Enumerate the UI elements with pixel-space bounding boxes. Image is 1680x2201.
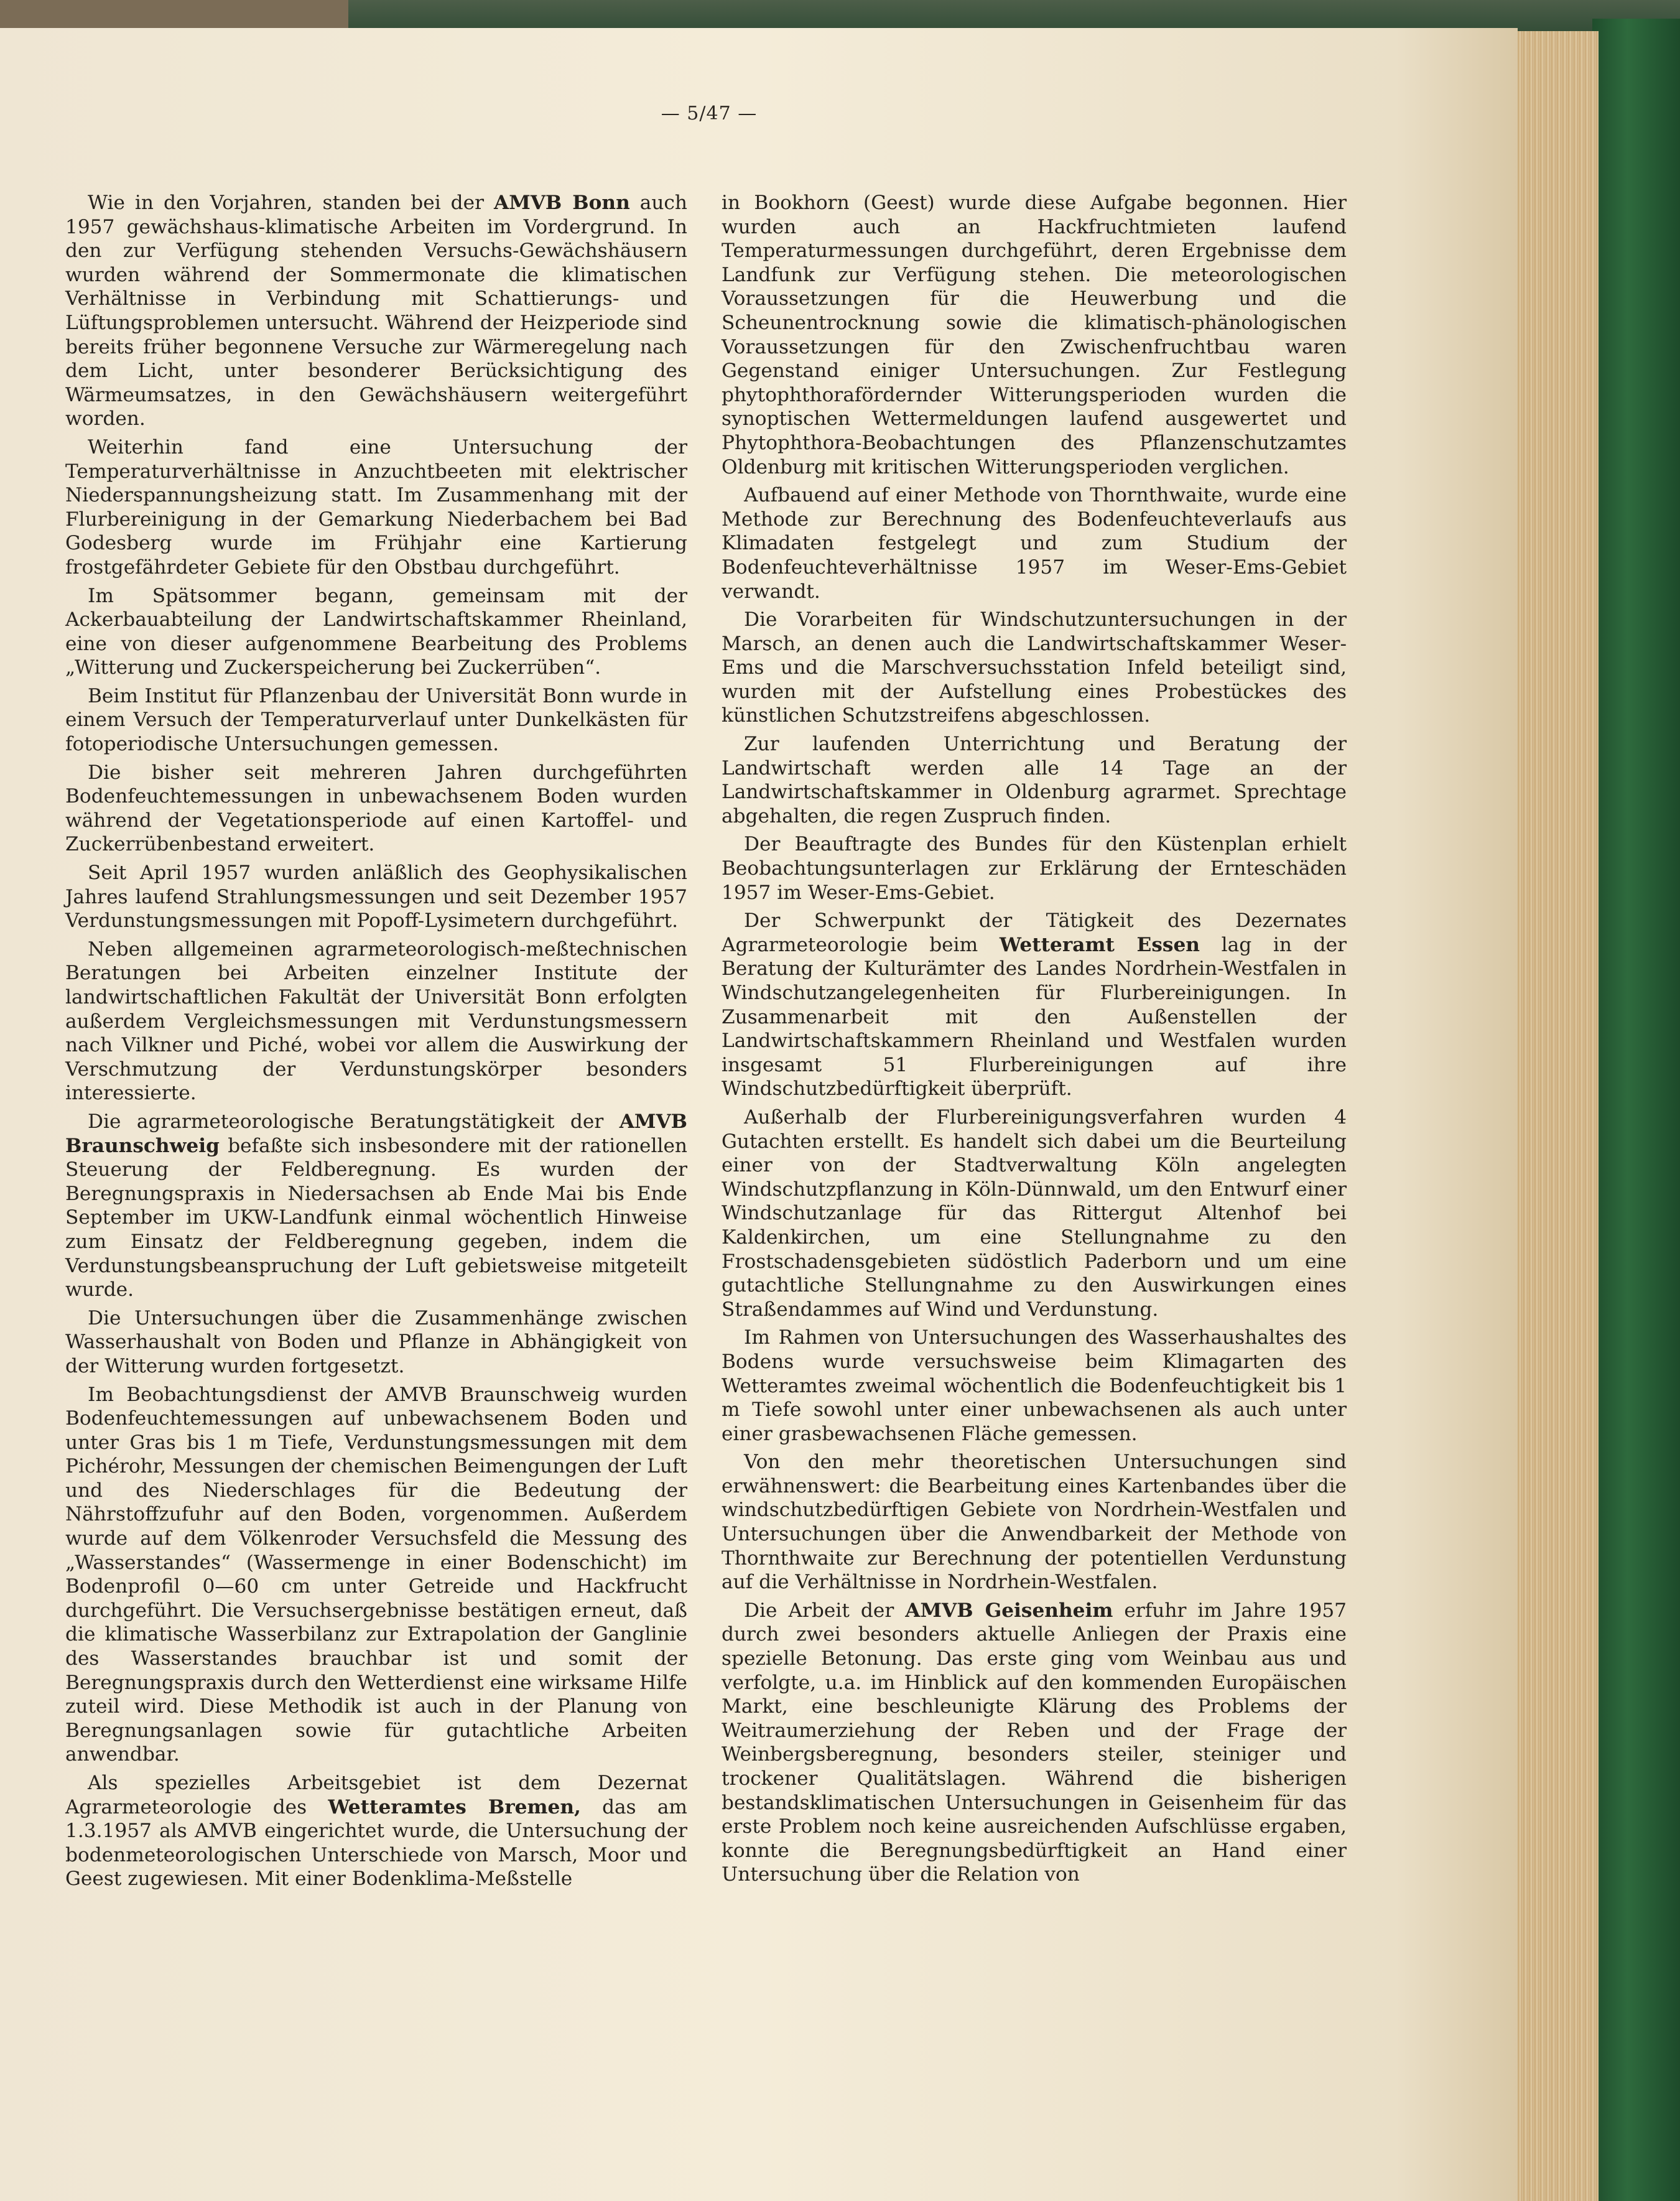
paragraph-text: Als spezielles Arbeitsgebiet ist dem Dezernat Agrarmeteorologie des — [65, 1772, 687, 1818]
paragraph — [722, 832, 1347, 905]
paragraph — [65, 191, 687, 431]
paragraph-text: Neben allgemeinen agrarmeteorologisch-meßtechnischen Beratungen bei Arbeiten einzelner Institute der landwirtschaftlichen Fakultät der Universität Bonn erfolgten außerdem Vergleichsmessungen mit Verdunstungsmessern nach Vilkner und Piché, wobei vor allem die Auswirkung der Verschmutzung der Verdunstungskörper besonders interessierte. — [65, 938, 687, 1105]
paragraph — [65, 435, 687, 580]
paragraph-text: Die Arbeit der — [744, 1599, 906, 1622]
paragraph — [722, 191, 1347, 479]
paragraph — [65, 1306, 687, 1379]
paragraph-text: Der Beauftragte des Bundes für den Küstenplan erhielt Beobachtungsunterlagen zur Erklärung der Ernteschäden 1957 im Weser-Ems-Gebiet. — [722, 833, 1347, 904]
paragraph-text: Seit April 1957 wurden anläßlich des Geophysikalischen Jahres laufend Strahlungsmessungen und seit Dezember 1957 Verdunstungsmessungen mit Popoff-Lysimetern durchgeführt. — [65, 862, 687, 933]
paragraph — [722, 909, 1347, 1101]
paragraph-text: Im Rahmen von Untersuchungen des Wasserhaushaltes des Bodens wurde versuchsweise beim Klimagarten des Wetteramtes zweimal wöchentlich die Bodenfeuchtigkeit bis 1 m Tiefe sowohl unter einer unbewachsenen als auch unter einer grasbewachsenen Fläche gemessen. — [722, 1326, 1347, 1445]
paragraph-text: Der Schwerpunkt der Tätigkeit des Dezernates Agrarmeteorologie beim — [722, 910, 1347, 956]
paragraph — [65, 761, 687, 857]
paragraph-text: Weiterhin fand eine Untersuchung der Temperaturverhältnisse in Anzuchtbeeten mit elektrischer Niederspannungsheizung statt. Im Zusammenhang mit der Flurbereinigung in der Gemarkung Niederbachem bei Bad Godesberg wurde im Frühjahr eine Kartierung frostgefährdeter Gebiete für den Obstbau durchgeführt. — [65, 435, 687, 579]
bold-heading-term: AMVB Bonn — [494, 192, 630, 214]
right-text-column — [722, 191, 1347, 1891]
paragraph-text: Die Vorarbeiten für Windschutzuntersuchungen in der Marsch, an denen auch die Landwirtschaftskammer Weser-Ems und die Marschversuchsstation Infeld beteiligt sind, wurden mit der Aufstellung eines Probestückes des künstlichen Schutzstreifens abgeschlossen. — [722, 608, 1347, 727]
page-number: — 5/47 — — [661, 103, 758, 124]
left-text-column — [65, 191, 687, 1896]
paragraph-text: erfuhr im Jahre 1957 durch zwei besonders aktuelle Anliegen der Praxis eine spezielle Betonung. Das erste ging vom Weinbau aus und verfolgte, u.a. im Hinblick auf den kommenden Europäischen Markt, eine beschleunigte Klärung des Problems der Weitraumerziehung der Reben und der Frage der Weinbergsberegnung, besonders steiler, steiniger und trockener Qualitätslagen. Während die bisherigen bestandsklimatischen Untersuchungen in Geisenheim für das erste Problem noch keine ausreichenden Aufschlüsse ergaben, konnte die Beregnungsbedürftigkeit an Hand einer Untersuchung über die Relation von — [722, 1599, 1347, 1886]
page-stack-edge — [1505, 31, 1599, 2201]
paragraph — [65, 1383, 687, 1767]
paragraph-text: Im Spätsommer begann, gemeinsam mit der Ackerbauabteilung der Landwirtschaftskammer Rheinland, eine von dieser aufgenommene Bearbeitung des Problems „Witterung und Zuckerspeicherung bei Zuckerrüben“. — [65, 584, 687, 679]
paragraph-text: Von den mehr theoretischen Untersuchungen sind erwähnenswert: die Bearbeitung eines Kartenbandes über die windschutzbedürftigen Gebiete von Nordrhein-Westfalen und Untersuchungen über die Anwendbarkeit der Methode von Thornthwaite zur Berechnung der potentiellen Verdunstung auf die Verhältnisse in Nordrhein-Westfalen. — [722, 1451, 1347, 1594]
paragraph-text: lag in der Beratung der Kulturämter des Landes Nordrhein-Westfalen in Windschutzangelegenheiten für Flurbereinigungen. In Zusammenarbeit mit den Außenstellen der Landwirtschaftskammern Rheinland und Westfalen wurden insgesamt 51 Flurbereinigungen auf ihre Windschutzbedürftigkeit überprüft. — [722, 933, 1347, 1100]
paragraph — [722, 608, 1347, 728]
bold-heading-term: AMVB Geisenheim — [905, 1599, 1113, 1622]
paragraph — [65, 1771, 687, 1891]
paragraph — [722, 1105, 1347, 1321]
paragraph-text: Die agrarmeteorologische Beratungstätigkeit der — [88, 1110, 620, 1133]
paragraph-text: auch 1957 gewächshaus-klimatische Arbeiten im Vordergrund. In den zur Verfügung stehenden Versuchs-Gewächshäusern wurden während der Sommermonate die klimatischen Verhältnisse in Verbindung mit Schattierungs- und Lüftungsproblemen untersucht. Während der Heizperiode sind bereits früher begonnene Versuche zur Wärmeregelung nach dem Licht, unter besonderer Berücksichtigung des Wärmeumsatzes, in den Gewächshäusern weitergeführt worden. — [65, 192, 687, 430]
paragraph — [65, 584, 687, 680]
paragraph-text: Im Beobachtungsdienst der AMVB Braunschweig wurden Bodenfeuchtemessungen auf unbewachsenem Boden und unter Gras bis 1 m Tiefe, Verdunstungsmessungen mit dem Pichérohr, Messungen der chemischen Beimengungen der Luft und des Niederschlages für die Bedeutung der Nährstoffzufuhr auf den Boden, vorgenommen. Außerdem wurde auf dem Völkenroder Versuchsfeld die Messung des „Wasserstandes“ (Wassermenge in einer Bodenschicht) im Bodenprofil 0—60 cm unter Getreide und Hackfrucht durchgeführt. Die Versuchsergebnisse bestätigen erneut, daß die klimatische Wasserbilanz zur Extrapolation der Ganglinie des Wasserstandes brauchbar ist und somit der Beregnungspraxis durch den Wetterdienst eine wirksame Hilfe zuteil wird. Diese Methodik ist auch in der Planung von Beregnungsanlagen sowie für gutachtliche Arbeiten anwendbar. — [65, 1383, 687, 1766]
paragraph-text: Aufbauend auf einer Methode von Thornthwaite, wurde eine Methode zur Berechnung des Bodenfeuchteverlaufs aus Klimadaten festgelegt und zum Studium der Bodenfeuchteverhältnisse 1957 im Weser-Ems-Gebiet verwandt. — [722, 484, 1347, 603]
paragraph — [65, 684, 687, 756]
paragraph — [722, 483, 1347, 603]
paragraph-text: Beim Institut für Pflanzenbau der Universität Bonn wurde in einem Versuch der Temperaturverlauf unter Dunkelkästen für fotoperiodische Untersuchungen gemessen. — [65, 684, 687, 756]
paragraph-text: das am 1.3.1957 als AMVB eingerichtet wurde, die Untersuchung der bodenmeteorologischen Unterschiede von Marsch, Moor und Geest zugewiesen. Mit einer Bodenklima-Meßstelle — [65, 1795, 687, 1891]
paragraph-text: in Bookhorn (Geest) wurde diese Aufgabe begonnen. Hier wurden auch an Hackfruchtmieten laufend Temperaturmessungen durchgeführt, deren Ergebnisse dem Landfunk zur Verfügung stehen. Die meteorologischen Voraussetzungen für die Heuwerbung und die Scheunentrocknung sowie die klimatisch-phänologischen Voraussetzungen für den Zwischenfruchtbau waren Gegenstand einiger Untersuchungen. Zur Festlegung phytophthorafördernder Witterungsperioden wurden die synoptischen Wettermeldungen laufend ausgewertet und Phytophthora-Beobachtungen des Pflanzenschutzamtes Oldenburg mit kritischen Witterungsperioden verglichen. — [722, 192, 1347, 478]
bold-heading-term: AMVB Braunschweig — [65, 1110, 687, 1157]
paragraph-text: Wie in den Vorjahren, standen bei der — [88, 192, 494, 214]
paragraph-text: Die Untersuchungen über die Zusammenhänge zwischen Wasserhaushalt von Boden und Pflanze in Abhängigkeit von der Witterung wurden fortgesetzt. — [65, 1306, 687, 1377]
document-page — [0, 28, 1518, 2201]
paragraph — [722, 1326, 1347, 1446]
paragraph-text: Die bisher seit mehreren Jahren durchgeführten Bodenfeuchtemessungen in unbewachsenem Boden wurden während der Vegetationsperiode auf einen Kartoffel- und Zuckerrübenbestand erweitert. — [65, 761, 687, 856]
bold-heading-term: Wetteramtes Bremen, — [328, 1795, 581, 1818]
paragraph — [722, 732, 1347, 828]
paragraph — [65, 938, 687, 1105]
paragraph — [65, 861, 687, 933]
bold-heading-term: Wetteramt Essen — [999, 933, 1200, 956]
paragraph — [722, 1450, 1347, 1594]
paragraph — [722, 1599, 1347, 1887]
book-cover-spine — [1592, 19, 1680, 2201]
paragraph-text: Außerhalb der Flurbereinigungsverfahren wurden 4 Gutachten erstellt. Es handelt sich dabei um die Beurteilung einer von der Stadtverwaltung Köln angelegten Windschutzpflanzung in Köln-Dünnwald, um den Entwurf einer Windschutzanlage für das Rittergut Altenhof bei Kaldenkirchen, um eine Stellungnahme zu den Frostschadensgebieten südöstlich Paderborn und um eine gutachtliche Stellungnahme zu den Auswirkungen eines Straßendammes auf Wind und Verdunstung. — [722, 1105, 1347, 1321]
paragraph-text: Zur laufenden Unterrichtung und Beratung der Landwirtschaft werden alle 14 Tage an der Landwirtschaftskammer in Oldenburg agrarmet. Sprechtage abgehalten, die regen Zuspruch finden. — [722, 733, 1347, 827]
paragraph-text: befaßte sich insbesondere mit der rationellen Steuerung der Feldberegnung. Es wurden der Beregnungspraxis in Niedersachsen ab Ende Mai bis Ende September im UKW-Landfunk einmal wöchentlich Hinweise zum Einsatz der Feldberegnung gegeben, indem die Verdunstungsbeanspruchung der Luft gebietsweise mitgeteilt wurde. — [65, 1134, 687, 1301]
paragraph — [65, 1110, 687, 1302]
